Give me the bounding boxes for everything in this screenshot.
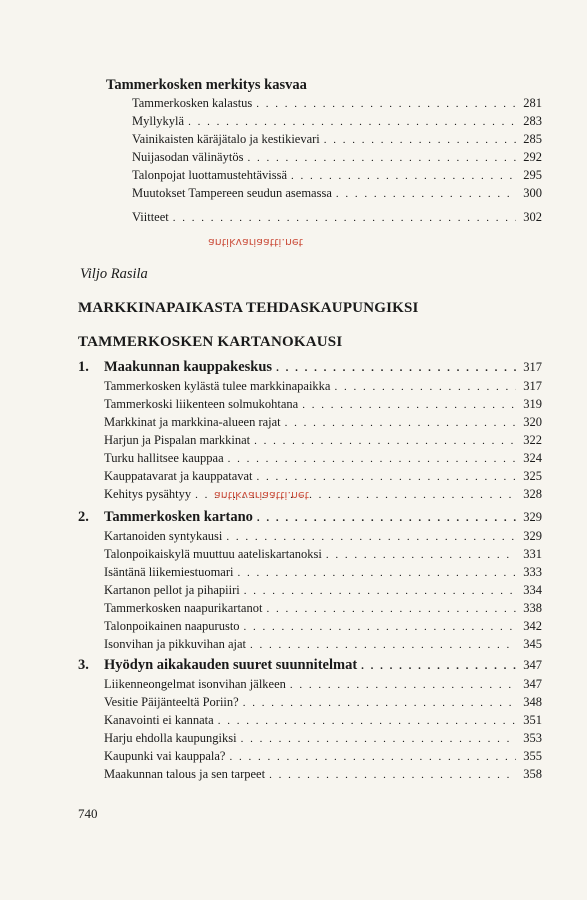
- toc-entry: Harju ehdolla kaupungiksi . . . 353: [104, 731, 542, 746]
- watermark: antikvariaatti.net: [214, 489, 309, 502]
- toc-entry: Kaupunki vai kauppala? . . . 355: [104, 749, 542, 764]
- toc-entry: Markkinat ja markkina-alueen rajat . . . 320: [104, 415, 542, 430]
- toc-entry: Nuijasodan välinäytös . . . 292: [132, 150, 542, 165]
- part-subtitle: TAMMERKOSKEN KARTANOKAUSI: [78, 334, 343, 350]
- toc-entry: Tammerkosken kalastus . . . 281: [132, 96, 542, 111]
- toc-entry: Kehitys pysähtyy . . . 328: [104, 487, 542, 502]
- toc-entry: Liikenneongelmat isonvihan jälkeen . . . 347: [104, 677, 542, 692]
- toc-entry: Vesitie Päijänteeltä Poriin? . . . 348: [104, 695, 542, 710]
- toc-entry: Turku hallitsee kauppaa . . . 324: [104, 451, 542, 466]
- toc-entry: Talonpojat luottamustehtävissä . . . 295: [132, 168, 542, 183]
- toc-entry: Isonvihan ja pikkuvihan ajat . . . 345: [104, 637, 542, 652]
- toc-entry: Kauppatavarat ja kauppatavat . . . 325: [104, 469, 542, 484]
- author-name: Viljo Rasila: [80, 266, 148, 282]
- chapter-heading: 3. Hyödyn aikakauden suuret suunnitelmat . . . 347: [78, 657, 542, 674]
- toc-entry: Talonpoikaiskylä muuttuu aateliskartanoksi . . . 331: [104, 547, 542, 562]
- chapter-heading: 2. Tammerkosken kartano . . . 329: [78, 509, 542, 526]
- part-title: MARKKINAPAIKASTA TEHDASKAUPUNGIKSI: [78, 300, 419, 316]
- toc-entry: Kartanoiden syntykausi . . . 329: [104, 529, 542, 544]
- toc-entry: Myllykylä . . . 283: [132, 114, 542, 129]
- toc-entry: Isäntänä liikemiestuomari . . . 333: [104, 565, 542, 580]
- toc-entry: Tammerkosken naapurikartanot . . . 338: [104, 601, 542, 616]
- toc-entry: Maakunnan talous ja sen tarpeet . . . 358: [104, 767, 542, 782]
- toc-entry: Talonpoikainen naapurusto . . . 342: [104, 619, 542, 634]
- section-heading: Tammerkosken merkitys kasvaa: [106, 77, 307, 93]
- toc-entry: Muutokset Tampereen seudun asemassa . . . 300: [132, 186, 542, 201]
- toc-entry: Harjun ja Pispalan markkinat . . . 322: [104, 433, 542, 448]
- toc-entry: Tammerkoski liikenteen solmukohtana . . . 319: [104, 397, 542, 412]
- chapter-heading: 1. Maakunnan kauppakeskus . . . 317: [78, 359, 542, 376]
- toc-entry: Tammerkosken kylästä tulee markkinapaikka . . . 317: [104, 379, 542, 394]
- toc-entry-notes: Viitteet . . . 302: [132, 210, 542, 225]
- toc-entry: Kartanon pellot ja pihapiiri . . . 334: [104, 583, 542, 598]
- toc-entry: Kanavointi ei kannata . . . 351: [104, 713, 542, 728]
- page-number: 740: [78, 806, 98, 821]
- toc-entry: Vainikaisten käräjätalo ja kestikievari . . . 285: [132, 132, 542, 147]
- watermark: antikvariaatti.net: [208, 236, 303, 249]
